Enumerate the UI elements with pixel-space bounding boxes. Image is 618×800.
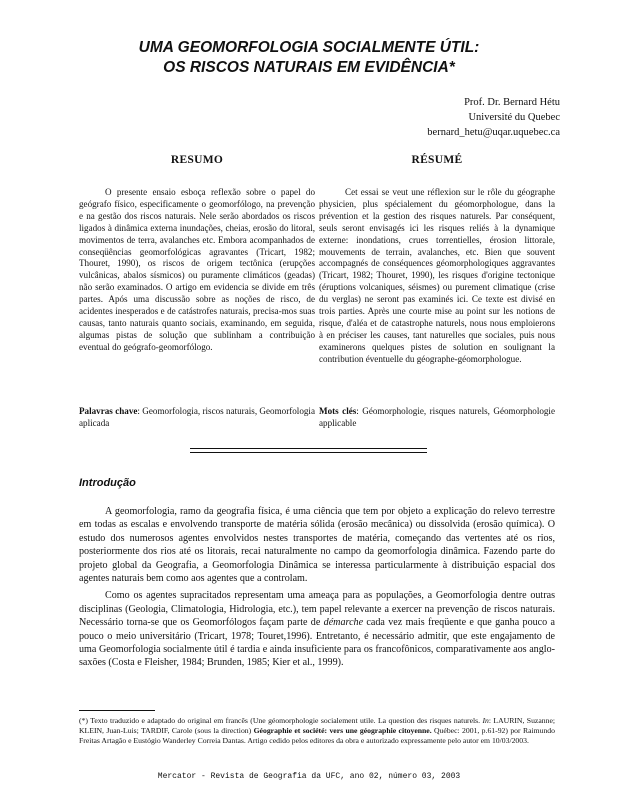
intro-paragraph-2 bbox=[79, 589, 555, 669]
journal-footer: Mercator - Revista de Geografia da UFC, ano 02, número 03, 2003 bbox=[157, 772, 461, 781]
resume-keywords-text: : Géomorphologie, risques naturels, Géomorphologie applicable bbox=[319, 406, 555, 428]
intro-p2-part-a: Como os agentes supracitados representam uma ameaça para as populações, a Geomorfologia dentre outras disciplinas (Geologia, Climatologia, Hidrologia, etc.), tem papel relevante a exercer na prevenção de riscos naturais. Necessário torna-se que os Geomorfólogos façam parte de bbox=[79, 590, 555, 629]
resume-keywords bbox=[319, 406, 555, 430]
intro-paragraph-1: A geomorfologia, ramo da geografia física, é uma ciência que tem por objeto a explicação do relevo terrestre em todas as escalas e envolvendo transporte de matéria sólida (erosão mecânica) ou dissolvida (erosão química). O estudo dos numerosos agentes envolvidos nestes transportes de matéria, começando das vertentes até os rios, posteriormente dos rios até os litorais, recai naturalmente no campo da geomorfologia dinâmica. Fazendo parte do projeto global da Geografia, a Geomorfologia Dinâmica se interessa particularmente à distribuição espacial dos agentes naturais bem como aos agentes que a controlam. bbox=[79, 506, 555, 585]
intro-p2-part-b: cada vez mais freqüente e que ganha pouco a pouco o meio universitário (Tricart, 1978; Touret,1996). Entretanto, é necessário admitir, que este engajamento de uma Geomorfologia socialmente útil é tardia e ainda insuficiente para os francofônicos, comparativamente aos anglo-saxões (Costa e Fleisher, 1984; Brunden, 1985; Kier et al., 1999). bbox=[79, 617, 555, 669]
intro-heading: Introdução bbox=[79, 477, 136, 489]
footnote-part-b: : LAURIN, Suzanne; KLEIN, Juan-Luis; TARDIF, Carole (sous la direction) bbox=[79, 716, 555, 736]
divider-rule-top bbox=[190, 448, 427, 449]
footnote-part-a: (*) Texto traduzido e adaptado do original em francês (Une géomorphologie socialement utile. La question des risques naturels. bbox=[79, 716, 483, 725]
footnote-in: In bbox=[482, 716, 489, 725]
intro-body bbox=[79, 505, 555, 674]
divider-rule-bottom bbox=[190, 452, 427, 453]
author-name: Prof. Dr. Bernard Hétu bbox=[464, 97, 560, 108]
author-affiliation: Université du Quebec bbox=[468, 112, 560, 123]
resume-paragraph: Cet essai se veut une réflexion sur le rôle du géographe physicien, plus spécialement du géomorphologue, dans la prévention et la gestion des risques naturels. Par conséquent, seuls seront envisagés ici les risques reliés à la dynamique externe: inondations, crues torrentielles, érosion littorale, mouvements de terrain, avalanches, etc. Bien que souvent accompagnés de conséquences géomorphologiques aggravantes (Tricart, 1982; Thouret, 1990), les risques d'origine tectonique (éruptions volcaniques, séismes) ou purement climatique (crise du verglas) ne seront pas examinés ici. Ce texte est divisé en trois parties. Après une courte mise au point sur les notions de risque, d'aléa et de catastrophe naturels, nous nous emploierons à en préciser les causes, tant naturelles que sociales, puis nous examinerons quelques pistes de solution en soulignant la contribution éventuelle du géographe-géomorphologue. bbox=[319, 187, 555, 364]
author-block bbox=[427, 95, 560, 140]
footnote bbox=[79, 716, 555, 746]
intro-p2-emphasis: démarche bbox=[323, 617, 364, 629]
resume-text bbox=[319, 187, 555, 366]
title-line-1: UMA GEOMORFOLOGIA SOCIALMENTE ÚTIL: bbox=[138, 39, 480, 56]
resumo-text bbox=[79, 187, 315, 354]
resumo-heading: RESUMO bbox=[170, 154, 224, 166]
footnote-book-title: Géographie et société: vers une géographie citoyenne. bbox=[253, 726, 432, 736]
title-line-2: OS RISCOS NATURAIS EM EVIDÊNCIA* bbox=[163, 59, 455, 76]
resume-keywords-label: Mots clés bbox=[319, 406, 357, 416]
article-title bbox=[0, 38, 618, 78]
resumo-keywords bbox=[79, 406, 315, 430]
resumo-keywords-text: : Geomorfologia, riscos naturais, Geomorfologia aplicada bbox=[79, 406, 315, 428]
footnote-part-c: Québec: 2001, p.61-92) por Raimundo Freitas Artagão e Eustógio Wanderley Correia Dantas. Artigo cedido pelos editores da obra e autorizado expressamente pelo autor em 10/03/2003. bbox=[79, 726, 555, 746]
footnote-rule bbox=[79, 710, 155, 711]
resumo-keywords-label: Palavras chave bbox=[79, 406, 138, 416]
author-email: bernard_hetu@uqar.uquebec.ca bbox=[427, 127, 560, 138]
resume-heading: RÉSUMÉ bbox=[411, 154, 463, 166]
resumo-paragraph: O presente ensaio esboça reflexão sobre o papel do geógrafo físico, especificamente o geomorfólogo, na prevenção e na gestão dos riscos naturais. Nele serão abordados os riscos ligados à dinâmica externa inundações, cheias, erosão do litoral, movimentos de terra, avalanches etc. Embora acompanhados de conseqüências geomorfológicas agravantes (Tricart, 1982; Thouret, 1990), os riscos de origem tectônica (erupções vulcânicas, abalos sísmicos) ou puramente climáticos (geadas) não serão examinados. O artigo em evidencia se divide em três partes. Após uma discussão sobre as noções de risco, de acidentes inesperados e de catástrofes naturais, precisa-mos suas causas, tanto naturais quanto sociais, examinando, em seguida, algumas pistas de solução que sublinham a contribuição eventual do geógrafo-geomorfólogo. bbox=[79, 187, 315, 352]
